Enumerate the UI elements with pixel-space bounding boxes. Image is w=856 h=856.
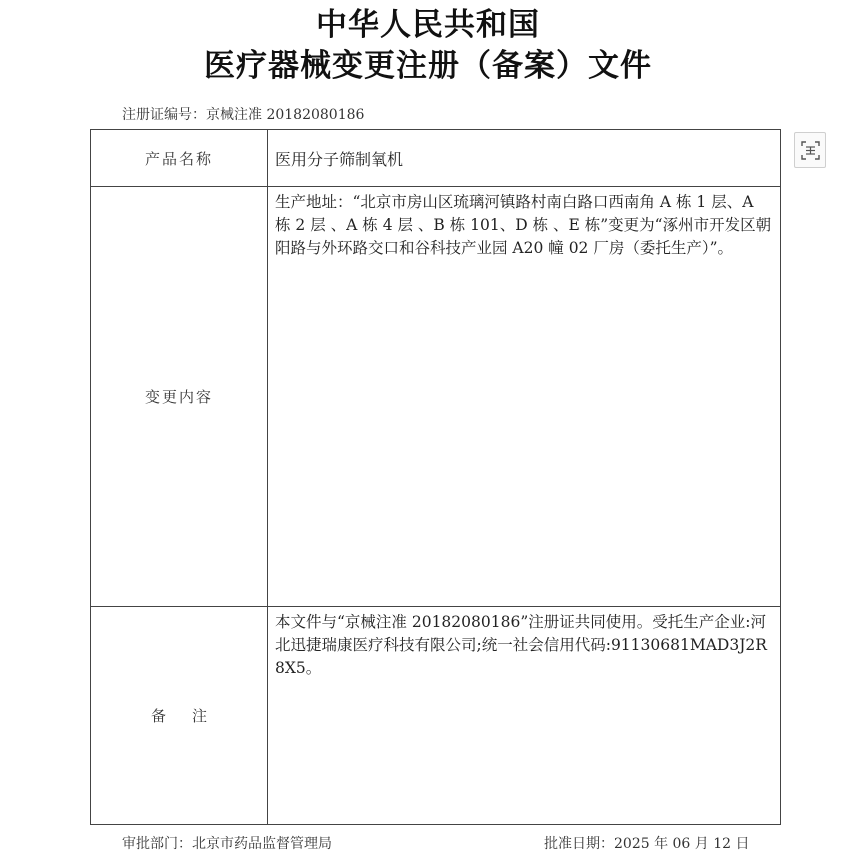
scan-icon-glyph xyxy=(801,141,820,160)
change-content-text: 生产地址：“北京市房山区琉璃河镇路村南白路口西南角 A 栋 1 层、A 栋 2 层 、A 栋 4 层 、B 栋 101、D 栋 、E 栋”变更为“涿州市开发区朝阳路与外环路交口和谷科技产业园 A20 幢 02 厂房（委托生产）”。 xyxy=(268,187,781,607)
registration-label: 注册证编号： xyxy=(122,107,206,123)
approval-department: 审批部门：北京市药品监督管理局 xyxy=(122,836,332,852)
remarks-row xyxy=(91,607,781,825)
title-line-2: 医疗器械变更注册（备案）文件 xyxy=(204,48,652,84)
title-line-1: 中华人民共和国 xyxy=(316,7,540,43)
registration-table xyxy=(90,129,781,825)
remarks-label-cell xyxy=(91,607,268,825)
change-content-row xyxy=(91,187,781,607)
remarks-text: 本文件与“京械注准 20182080186”注册证共同使用。受托生产企业:河北迅捷瑞康医疗科技有限公司;统一社会信用代码:91130681MAD3J2R8X5。 xyxy=(268,607,781,825)
remarks-label: 备注 xyxy=(150,707,233,725)
product-name-row xyxy=(91,130,781,187)
change-content-label: 变更内容 xyxy=(91,187,268,607)
scan-icon[interactable] xyxy=(794,132,826,168)
registration-number xyxy=(122,105,364,125)
product-name-label: 产品名称 xyxy=(91,130,268,187)
registration-value: 京械注准 20182080186 xyxy=(206,107,365,123)
approval-date: 批准日期：2025 年 06 月 12 日 xyxy=(544,836,750,852)
product-name-value: 医用分子筛制氧机 xyxy=(268,130,781,187)
